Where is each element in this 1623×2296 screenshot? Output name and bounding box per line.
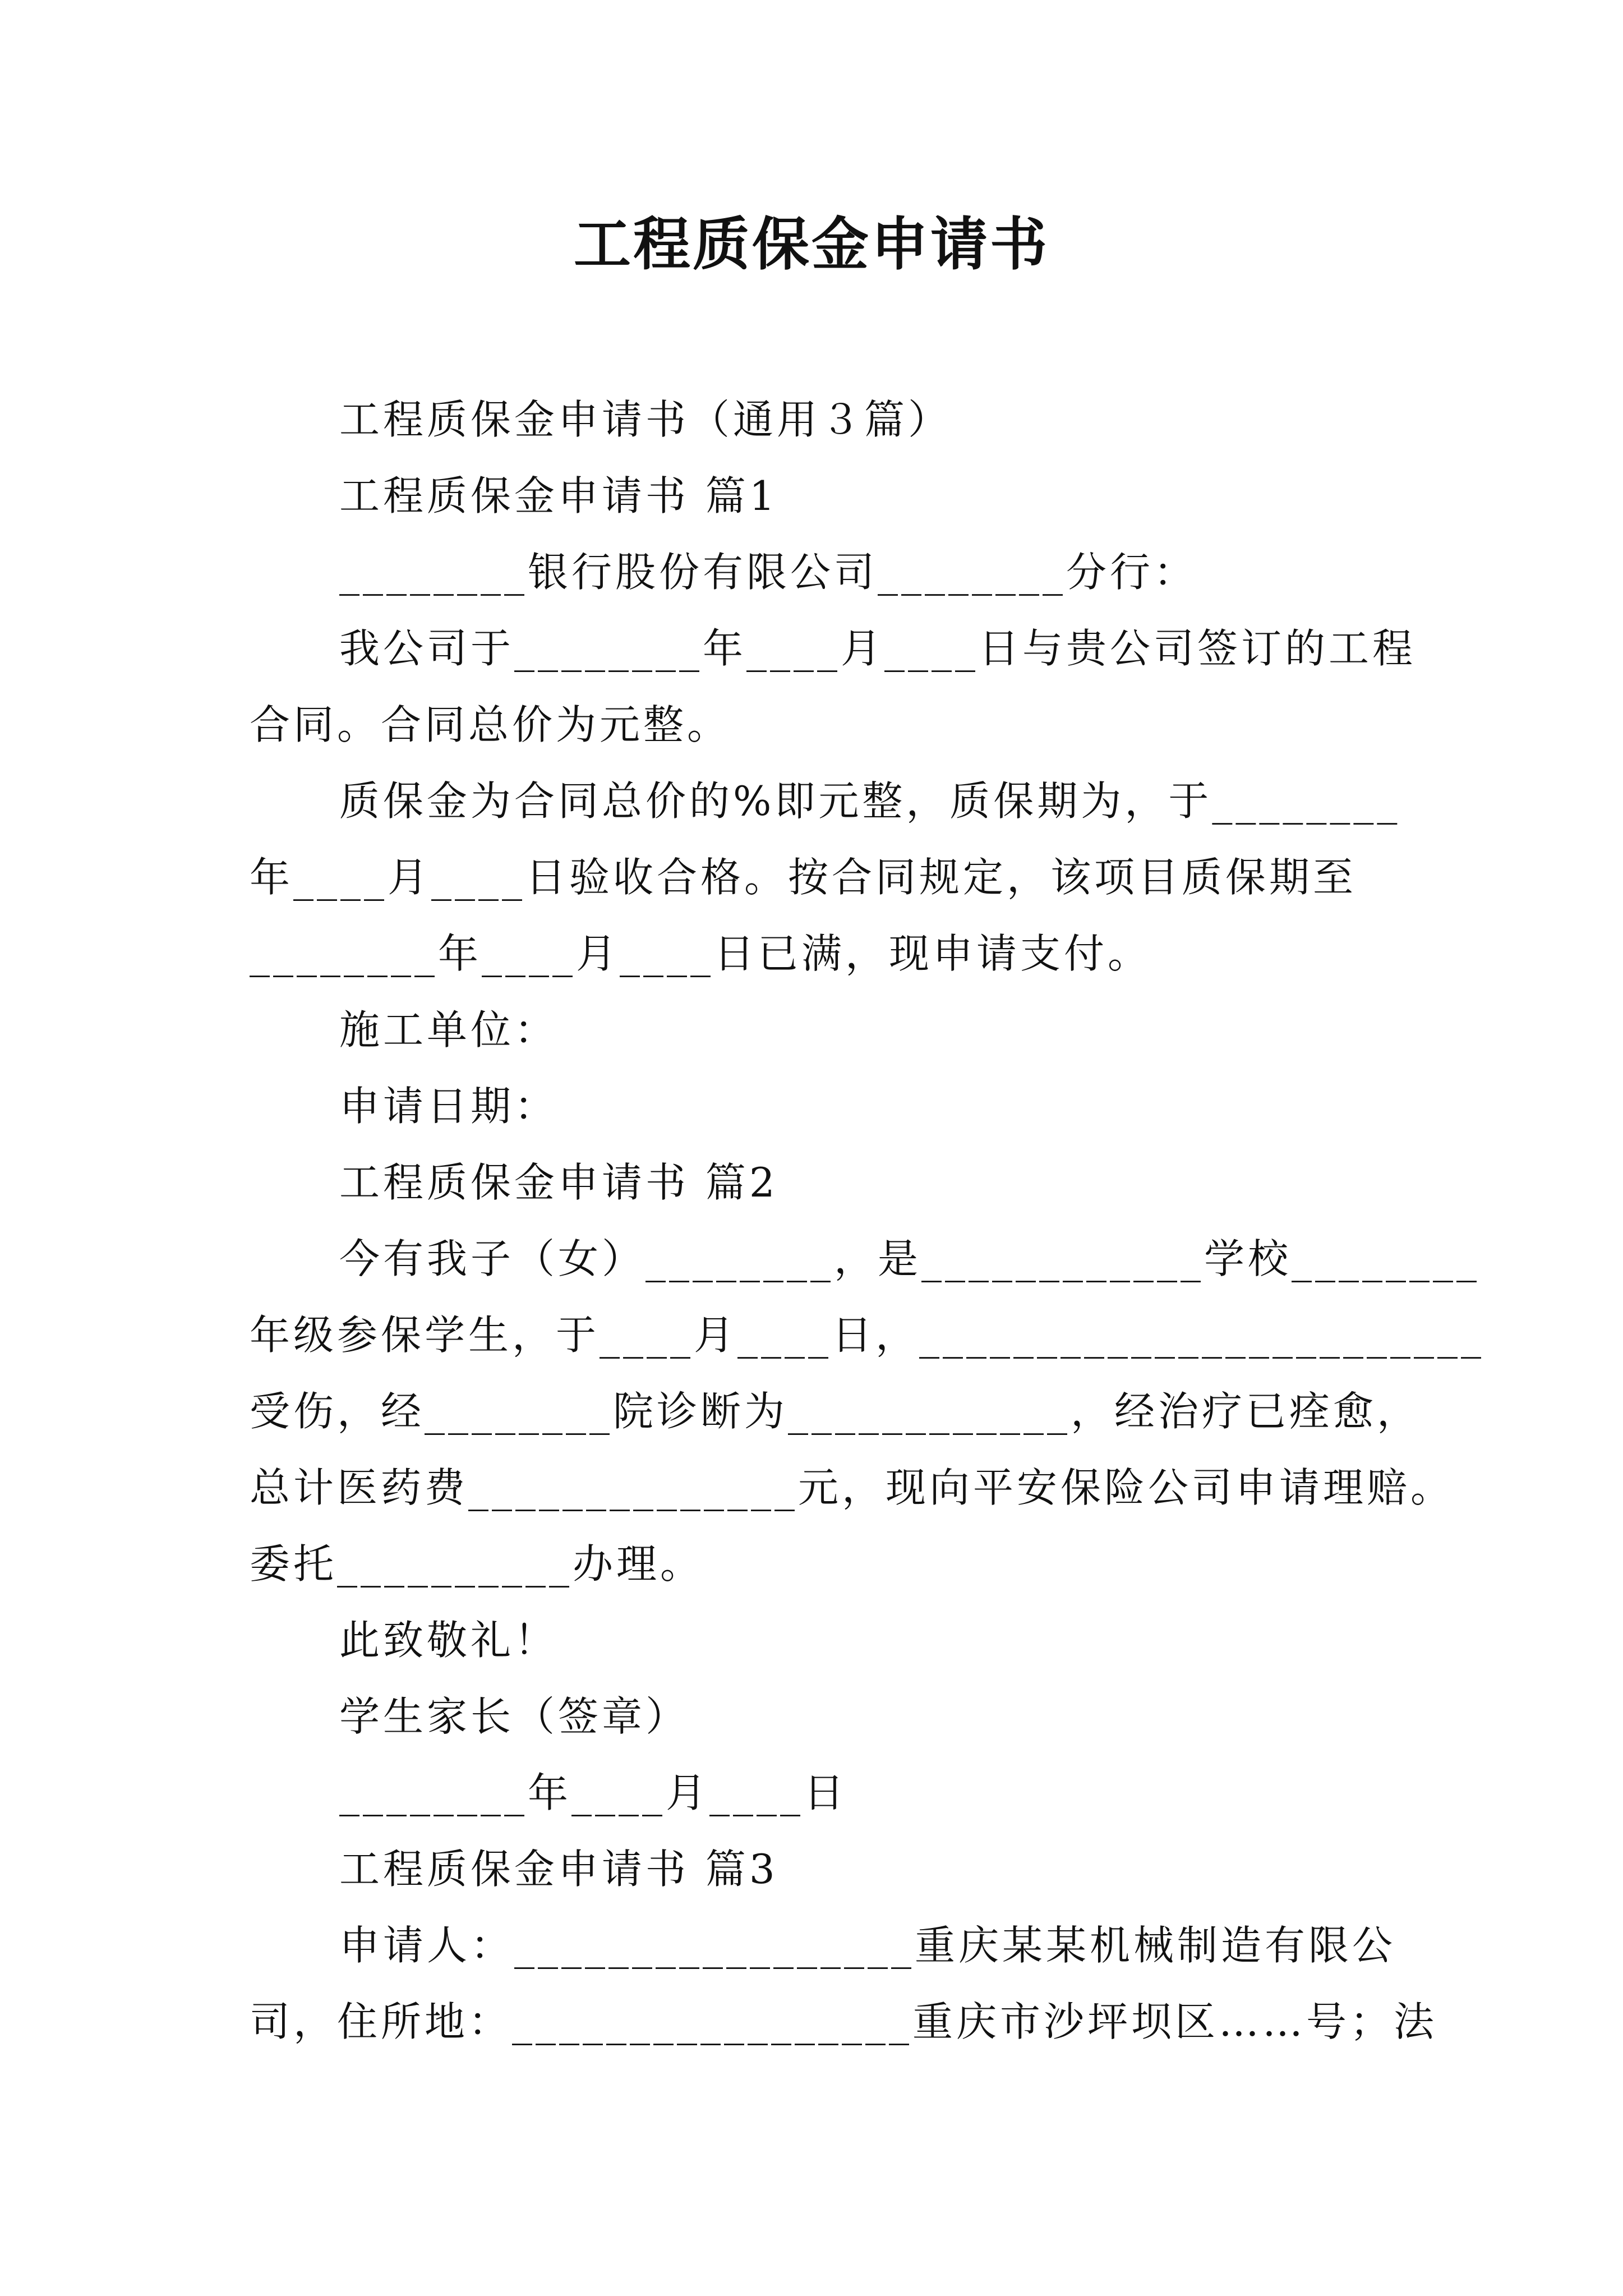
line-6: 质保金为合同总价的%即元整，质保期为，于________ bbox=[339, 777, 1401, 825]
line-14: 受伤，经________院诊断为____________，经治疗已痊愈， bbox=[250, 1388, 1421, 1435]
line-2: 工程质保金申请书 篇1 bbox=[339, 472, 778, 519]
line-22: 司，住所地：_________________重庆市沙坪坝区……号；法 bbox=[250, 1998, 1438, 2045]
line-12: 今有我子（女）________，是____________学校________ bbox=[339, 1235, 1481, 1282]
document-title: 工程质保金申请书 bbox=[574, 211, 1049, 278]
line-17: 此致敬礼！ bbox=[339, 1617, 559, 1664]
line-5: 合同。合同总价为元整。 bbox=[250, 701, 731, 748]
line-10: 申请日期： bbox=[339, 1083, 559, 1130]
line-3: ________银行股份有限公司________分行： bbox=[339, 549, 1198, 596]
line-7: 年____月____日验收合格。按合同规定，该项目质保期至 bbox=[250, 854, 1357, 901]
document-body bbox=[250, 381, 1485, 2060]
line-20: 工程质保金申请书 篇3 bbox=[339, 1846, 778, 1893]
line-21: 申请人：_________________重庆某某机械制造有限公 bbox=[339, 1922, 1396, 1969]
line-13: 年级参保学生，于____月____日，________________________ bbox=[250, 1312, 1485, 1359]
line-8: ________年____月____日已满，现申请支付。 bbox=[250, 930, 1152, 977]
line-16: 委托__________办理。 bbox=[250, 1540, 704, 1588]
line-11: 工程质保金申请书 篇2 bbox=[339, 1159, 778, 1206]
line-19: ________年____月____日 bbox=[339, 1769, 847, 1816]
line-4: 我公司于________年____月____日与贵公司签订的工程 bbox=[339, 625, 1417, 672]
line-1: 工程质保金申请书（通用３篇） bbox=[339, 396, 952, 443]
line-15: 总计医药费______________元，现向平安保险公司申请理赔。 bbox=[250, 1464, 1455, 1511]
line-9: 施工单位： bbox=[339, 1006, 559, 1053]
line-18: 学生家长（签章） bbox=[339, 1693, 690, 1740]
